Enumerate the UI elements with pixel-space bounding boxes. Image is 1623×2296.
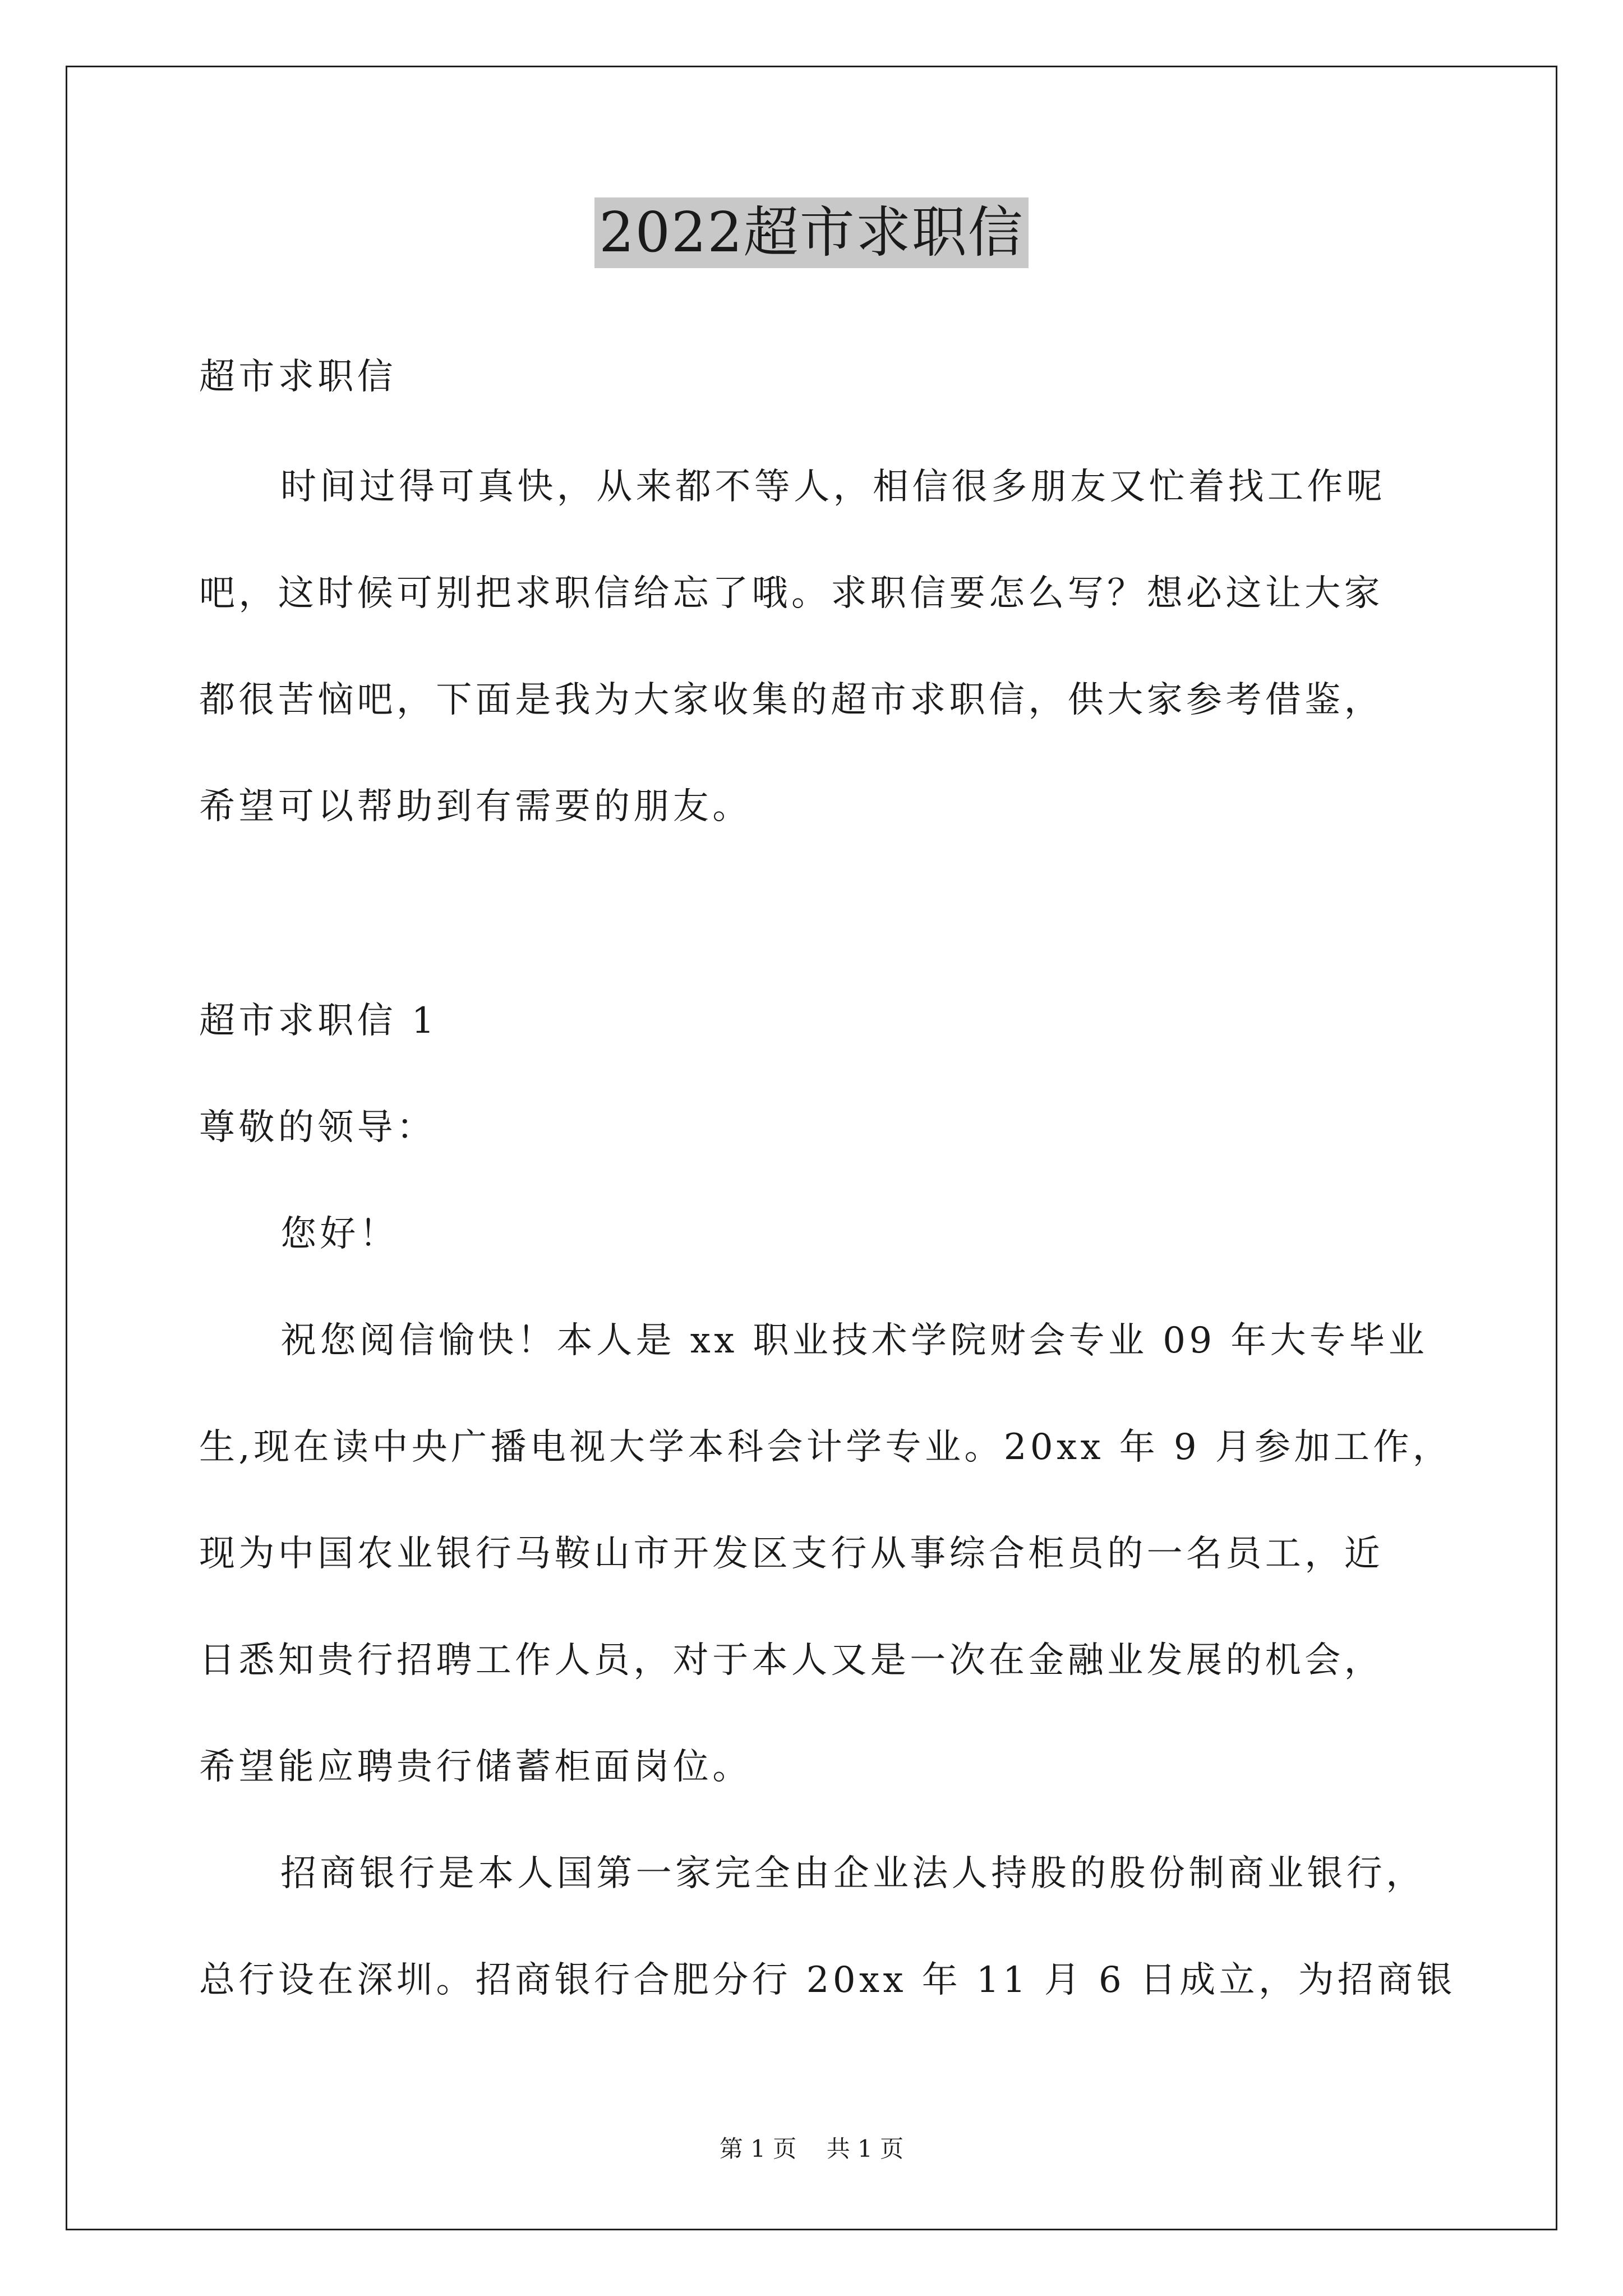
paragraph-line: 现为中国农业银行马鞍山市开发区支行从事综合柜员的一名员工，近 <box>199 1533 1384 1575</box>
page-number: 第 1 页 共 1 页 <box>719 2135 904 2162</box>
paragraph-line: 希望能应聘贵行储蓄柜面岗位。 <box>199 1746 752 1788</box>
salutation: 尊敬的领导： <box>199 1107 436 1148</box>
section-heading: 超市求职信 <box>199 356 396 398</box>
document-title: 2022超市求职信 <box>594 197 1028 268</box>
paragraph-line: 时间过得可真快，从来都不等人，相信很多朋友又忙着找工作呢 <box>280 466 1386 508</box>
paragraph-line: 日悉知贵行招聘工作人员，对于本人又是一次在金融业发展的机会， <box>199 1640 1384 1681</box>
paragraph-line: 吧，这时候可别把求职信给忘了哦。求职信要怎么写？想必这让大家 <box>199 573 1384 614</box>
paragraph-line: 都很苦恼吧，下面是我为大家收集的超市求职信，供大家参考借鉴， <box>199 679 1384 721</box>
paragraph-line: 祝您阅信愉快！本人是 xx 职业技术学院财会专业 09 年大专毕业 <box>280 1320 1428 1361</box>
section-heading: 超市求职信 1 <box>199 1000 438 1042</box>
title-container <box>0 197 1623 268</box>
paragraph-line: 生,现在读中央广播电视大学本科会计学专业。20xx 年 9 月参加工作， <box>199 1427 1453 1468</box>
paragraph-line: 招商银行是本人国第一家完全由企业法人持股的股份制商业银行， <box>280 1853 1426 1894</box>
paragraph-line: 希望可以帮助到有需要的朋友。 <box>199 786 752 827</box>
paragraph-line: 总行设在深圳。招商银行合肥分行 20xx 年 11 月 6 日成立，为招商银 <box>199 1959 1456 2001</box>
greeting: 您好！ <box>280 1213 399 1255</box>
